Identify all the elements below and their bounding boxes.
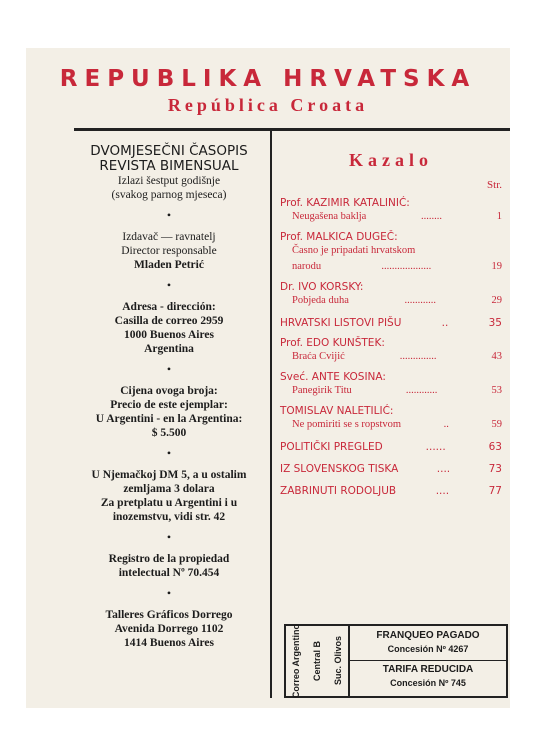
masthead-title: REPUBLIKA HRVATSKA xyxy=(59,66,477,92)
toc-title: Braća Cvijić xyxy=(292,351,345,362)
publication-block xyxy=(66,144,272,202)
toc-entry xyxy=(280,231,502,275)
toc-page: 43 xyxy=(491,351,502,362)
address-line-2: 1000 Buenos Aires xyxy=(124,329,214,341)
toc-author: TOMISLAV NALETILIĆ: xyxy=(280,405,394,417)
price-label-hr: Cijena ovoga broja: xyxy=(120,385,218,397)
toc-entry xyxy=(280,371,502,399)
bullet: • xyxy=(166,530,172,544)
toc-title: Pobjeda duha xyxy=(292,295,349,306)
foreign-price-line-1: U Njemačkoj DM 5, a u ostalim xyxy=(91,469,247,481)
foreign-price-block xyxy=(66,468,272,524)
toc-line xyxy=(280,243,502,259)
masthead-subtitle: República Croata xyxy=(167,95,369,115)
address-line-1: Casilla de correo 2959 xyxy=(114,315,224,327)
publication-type-hr: DVOMJESEČNI ČASOPIS xyxy=(90,143,248,159)
toc-dots: ............ xyxy=(404,295,436,306)
price-block xyxy=(66,384,272,440)
toc-title: HRVATSKI LISTOVI PIŠU xyxy=(280,317,402,329)
printer-city: 1414 Buenos Aires xyxy=(124,637,214,649)
registry-line-1: Registro de la propiedad xyxy=(108,553,230,565)
printer-street: Avenida Dorrego 1102 xyxy=(114,623,224,635)
toc-author: Prof. EDO KUNŠTEK: xyxy=(280,337,385,349)
toc-dots: .. xyxy=(441,317,449,329)
toc-page: 35 xyxy=(488,317,502,329)
toc-page: 77 xyxy=(488,485,502,497)
tarifa-label: TARIFA REDUCIDA xyxy=(382,664,474,675)
toc-author: Sveć. ANTE KOSINA: xyxy=(280,371,386,383)
postal-office-line: Suc. Olivos xyxy=(332,636,343,686)
tarifa-concession: Concesión Nº 745 xyxy=(390,678,466,688)
postage-box xyxy=(284,624,508,698)
bullet: • xyxy=(166,278,172,292)
registry-line-2: intelectual Nº 70.454 xyxy=(118,567,220,579)
bullet: • xyxy=(166,446,172,460)
price-label-es: Precio de este ejemplar: xyxy=(110,399,228,411)
toc-title: ZABRINUTI RODOLJUB xyxy=(280,485,397,497)
toc-line xyxy=(280,209,502,225)
bullet: • xyxy=(166,362,172,376)
magazine-page xyxy=(26,48,510,708)
price-value: $ 5.500 xyxy=(151,427,187,439)
table-of-contents xyxy=(280,144,502,499)
toc-title: Panegirik Titu xyxy=(292,385,352,396)
toc-entry xyxy=(280,197,502,225)
address-block xyxy=(66,300,272,356)
toc-dots: .............. xyxy=(399,351,437,362)
address-country: Argentina xyxy=(144,343,194,355)
toc-entry xyxy=(280,439,502,455)
toc-dots: .... xyxy=(435,485,450,497)
foreign-price-line-2: zemljama 3 dolara xyxy=(123,483,215,495)
toc-heading: Kazalo xyxy=(349,150,433,170)
toc-page: 63 xyxy=(488,441,502,453)
frequency-note: (svakog parnog mjeseca) xyxy=(111,189,227,201)
toc-title: IZ SLOVENSKOG TISKA xyxy=(280,463,399,475)
publisher-label: Izdavač — ravnatelj xyxy=(122,231,216,243)
page-column-label: Str. xyxy=(487,179,502,191)
toc-page: 19 xyxy=(491,261,502,272)
toc-page: 29 xyxy=(491,295,502,306)
toc-dots: ...... xyxy=(425,441,446,453)
printer-name: Talleres Gráficos Dorrego xyxy=(105,609,233,621)
postal-office-box xyxy=(286,623,350,699)
franqueo-label: FRANQUEO PAGADO xyxy=(376,630,480,641)
toc-title: Ne pomiriti se s ropstvom xyxy=(292,419,402,430)
toc-title: narodu xyxy=(292,261,322,272)
franqueo-concession: Concesión Nº 4267 xyxy=(387,644,469,654)
toc-page: 53 xyxy=(491,385,502,396)
subscription-line-1: Za pretplatu u Argentini i u xyxy=(100,497,238,509)
toc-title: POLITIČKI PREGLED xyxy=(280,441,383,453)
director-label: Director responsable xyxy=(121,245,217,257)
toc-line xyxy=(280,293,502,309)
postal-office-line: Correo Argentino xyxy=(291,623,302,699)
toc-title: Neugašena baklja xyxy=(292,211,367,222)
toc-line xyxy=(280,383,502,399)
toc-page: 1 xyxy=(496,211,502,222)
imprint-column xyxy=(66,144,272,650)
toc-entry xyxy=(280,461,502,477)
toc-line xyxy=(280,259,502,275)
bullet: • xyxy=(166,208,172,222)
toc-dots: .... xyxy=(436,463,451,475)
bullet: • xyxy=(166,586,172,600)
registry-block xyxy=(66,552,272,580)
toc-line xyxy=(280,349,502,365)
publisher-block xyxy=(66,230,272,272)
subscription-line-2: inozemstvu, vidi str. 42 xyxy=(112,511,226,523)
toc-line xyxy=(280,315,502,331)
frequency-text: Izlazi šestput godišnje xyxy=(117,175,221,187)
toc-dots: ........ xyxy=(421,211,443,222)
toc-page: 73 xyxy=(488,463,502,475)
toc-author: Prof. MALKICA DUGEČ: xyxy=(280,231,398,243)
toc-entry xyxy=(280,405,502,433)
toc-dots: ................... xyxy=(381,261,432,272)
toc-author: Dr. IVO KORSKY: xyxy=(280,281,364,293)
postal-office-line: Central B xyxy=(311,640,322,681)
address-label: Adresa - dirección: xyxy=(122,301,216,313)
toc-entry xyxy=(280,281,502,309)
price-region: U Argentini - en la Argentina: xyxy=(95,413,243,425)
toc-author: Prof. KAZIMIR KATALINIĆ: xyxy=(280,197,410,209)
toc-entry xyxy=(280,337,502,365)
postage-divider xyxy=(350,660,506,661)
horizontal-divider xyxy=(74,128,510,131)
toc-title: Časno je pripadati hrvatskom xyxy=(292,245,416,256)
toc-entry xyxy=(280,483,502,499)
director-name: Mladen Petrić xyxy=(134,259,204,271)
toc-line xyxy=(280,461,502,477)
toc-entry xyxy=(280,315,502,331)
toc-dots: ............ xyxy=(405,385,438,396)
toc-page: 59 xyxy=(491,419,502,430)
toc-line xyxy=(280,417,502,433)
printer-block xyxy=(66,608,272,650)
toc-line xyxy=(280,483,502,499)
toc-line xyxy=(280,439,502,455)
publication-type-es: REVISTA BIMENSUAL xyxy=(99,158,239,174)
toc-dots: .. xyxy=(443,419,449,430)
